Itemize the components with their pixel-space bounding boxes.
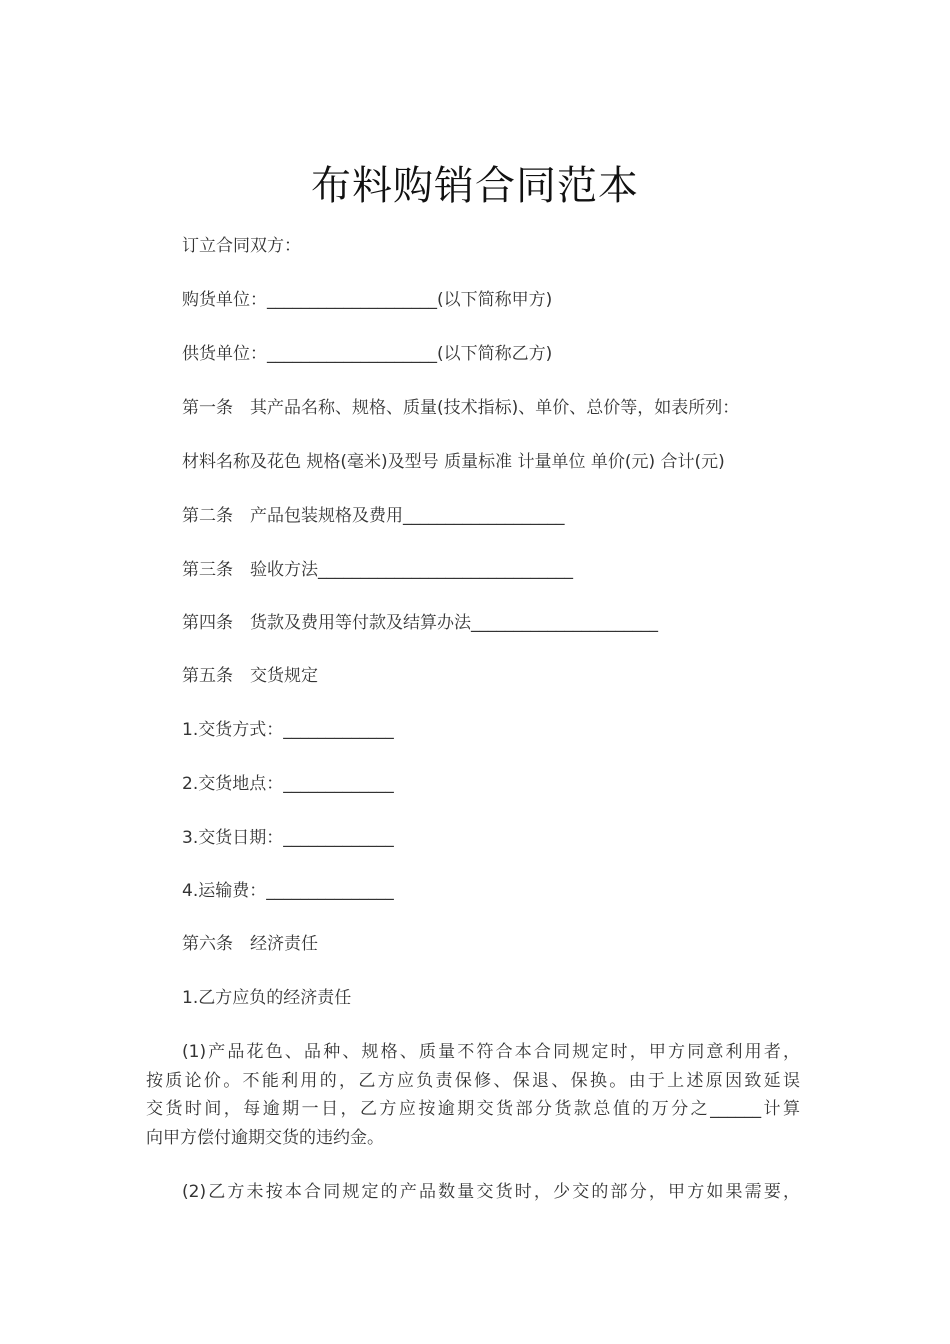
contract-parties-label: 订立合同双方： [182, 236, 301, 256]
article-1: 第一条 其产品名称、规格、质量(技术指标)、单价、总价等，如表所列： [182, 398, 740, 418]
article-2: 第二条 产品包装规格及费用___________________ [182, 506, 565, 526]
article-4: 第四条 货款及费用等付款及结算办法______________________ [182, 613, 658, 633]
article-6: 第六条 经济责任 [182, 934, 318, 954]
article-3: 第三条 验收方法______________________________ [182, 560, 573, 580]
paragraph-line: (2)乙方未按本合同规定的产品数量交货时，少交的部分，甲方如果需要， [182, 1182, 800, 1202]
paragraph-line: 交货时间，每逾期一日，乙方应按逾期交货部分货款总值的万分之______计算 [146, 1099, 800, 1119]
paragraph-line: 按质论价。不能利用的，乙方应负责保修、保退、保换。由于上述原因致延误 [146, 1070, 800, 1091]
party-b-liability: 1.乙方应负的经济责任 [182, 988, 352, 1008]
paragraph-line: 向甲方偿付逾期交货的违约金。 [146, 1127, 384, 1148]
liability-paragraph-1 [146, 1038, 800, 1152]
liability-paragraph-2 [146, 1178, 800, 1207]
document-title: 布料购销合同范本 [311, 163, 639, 209]
supplier-field: 供货单位：____________________(以下简称乙方) [182, 344, 553, 364]
delivery-method: 1.交货方式：_____________ [182, 720, 394, 740]
article-5: 第五条 交货规定 [182, 666, 318, 686]
delivery-place: 2.交货地点：_____________ [182, 774, 394, 794]
delivery-date: 3.交货日期：_____________ [182, 828, 394, 848]
product-table-header: 材料名称及花色 规格(毫米)及型号 质量标准 计量单位 单价(元) 合计(元) [182, 452, 725, 472]
transport-fee: 4.运输费：_______________ [182, 881, 394, 901]
paragraph-line: (1)产品花色、品种、规格、质量不符合本合同规定时，甲方同意利用者， [182, 1042, 800, 1062]
buyer-field: 购货单位：____________________(以下简称甲方) [182, 290, 553, 310]
